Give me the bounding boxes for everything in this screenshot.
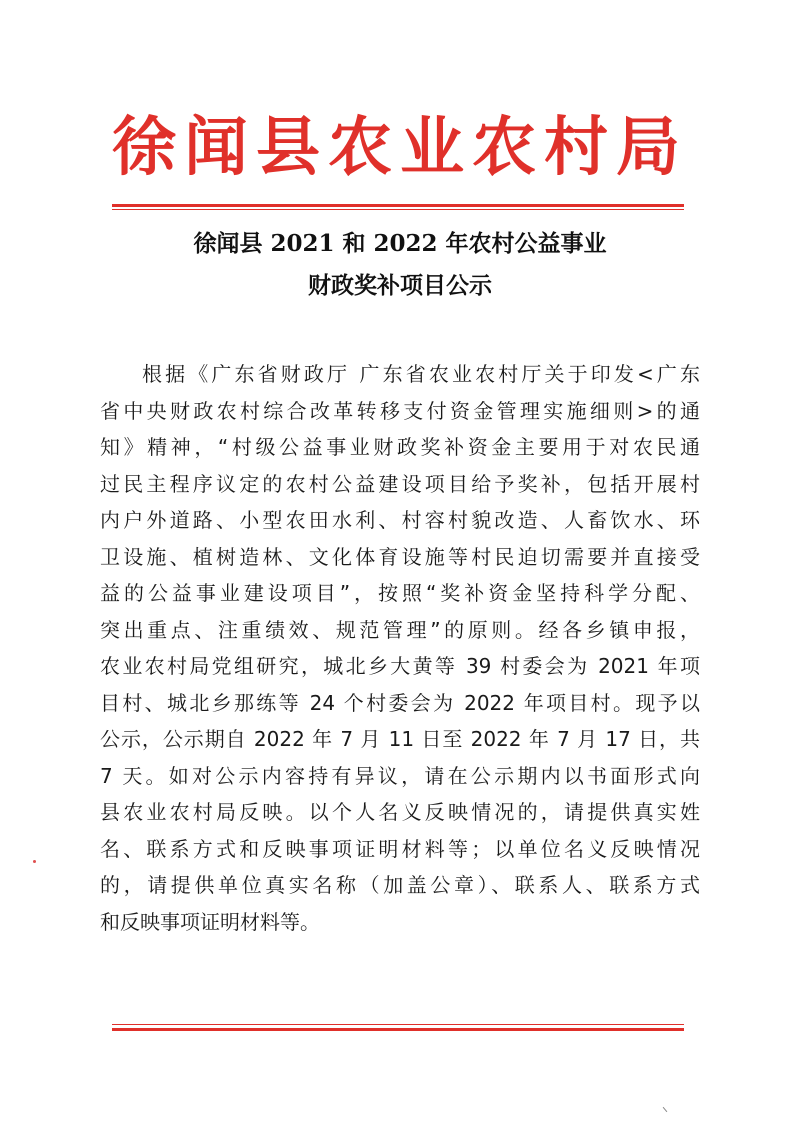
notice-body	[100, 356, 700, 940]
body-line: 公示，公示期自 2022 年 7 月 11 日至 2022 年 7 月 17 日，共	[100, 727, 700, 751]
body-line: 内户外道路、小型农田水利、村容村貌改造、人畜饮水、环	[100, 508, 700, 532]
body-line: 突出重点、注重绩效、规范管理”的原则。经各乡镇申报，	[100, 617, 700, 642]
body-line: 益的公益事业建设项目”，按照“奖补资金坚持科学分配、	[100, 581, 700, 605]
body-line: 和反映事项证明材料等。	[100, 909, 320, 934]
letterhead-rule-top-thick	[112, 204, 684, 207]
scan-speck	[33, 860, 36, 863]
body-line: 农业农村局党组研究，城北乡大黄等 39 村委会为 2021 年项	[100, 654, 700, 678]
notice-title-line-2: 财政奖补项目公示	[308, 272, 492, 299]
body-line: 省中央财政农村综合改革转移支付资金管理实施细则>的通	[100, 398, 700, 423]
body-line: 名、联系方式和反映事项证明材料等；以单位名义反映情况	[100, 836, 700, 861]
body-line: 的，请提供单位真实名称（加盖公章）、联系人、联系方式	[100, 873, 700, 897]
scan-mark	[663, 1107, 668, 1112]
body-line: 根据《广东省财政厅 广东省农业农村厅关于印发<广东	[142, 362, 700, 386]
letterhead-rule-top-thin	[112, 209, 684, 210]
letterhead-agency-name: 徐闻县农业农村局	[112, 110, 688, 185]
footer-rule-thick	[112, 1028, 684, 1031]
notice-title-line-1: 徐闻县 2021 和 2022 年农村公益事业	[193, 230, 607, 257]
body-line: 知》精神，“村级公益事业财政奖补资金主要用于对农民通	[100, 435, 700, 459]
body-line: 县农业农村局反映。以个人名义反映情况的，请提供真实姓	[100, 800, 700, 824]
body-line: 7 天。如对公示内容持有异议，请在公示期内以书面形式向	[100, 763, 700, 788]
body-line: 卫设施、植树造林、文化体育设施等村民迫切需要并直接受	[100, 544, 700, 569]
body-line: 过民主程序议定的农村公益建设项目给予奖补，包括开展村	[100, 471, 700, 496]
body-line: 目村、城北乡那练等 24 个村委会为 2022 年项目村。现予以	[100, 690, 700, 715]
footer-rule-thin	[112, 1024, 684, 1025]
